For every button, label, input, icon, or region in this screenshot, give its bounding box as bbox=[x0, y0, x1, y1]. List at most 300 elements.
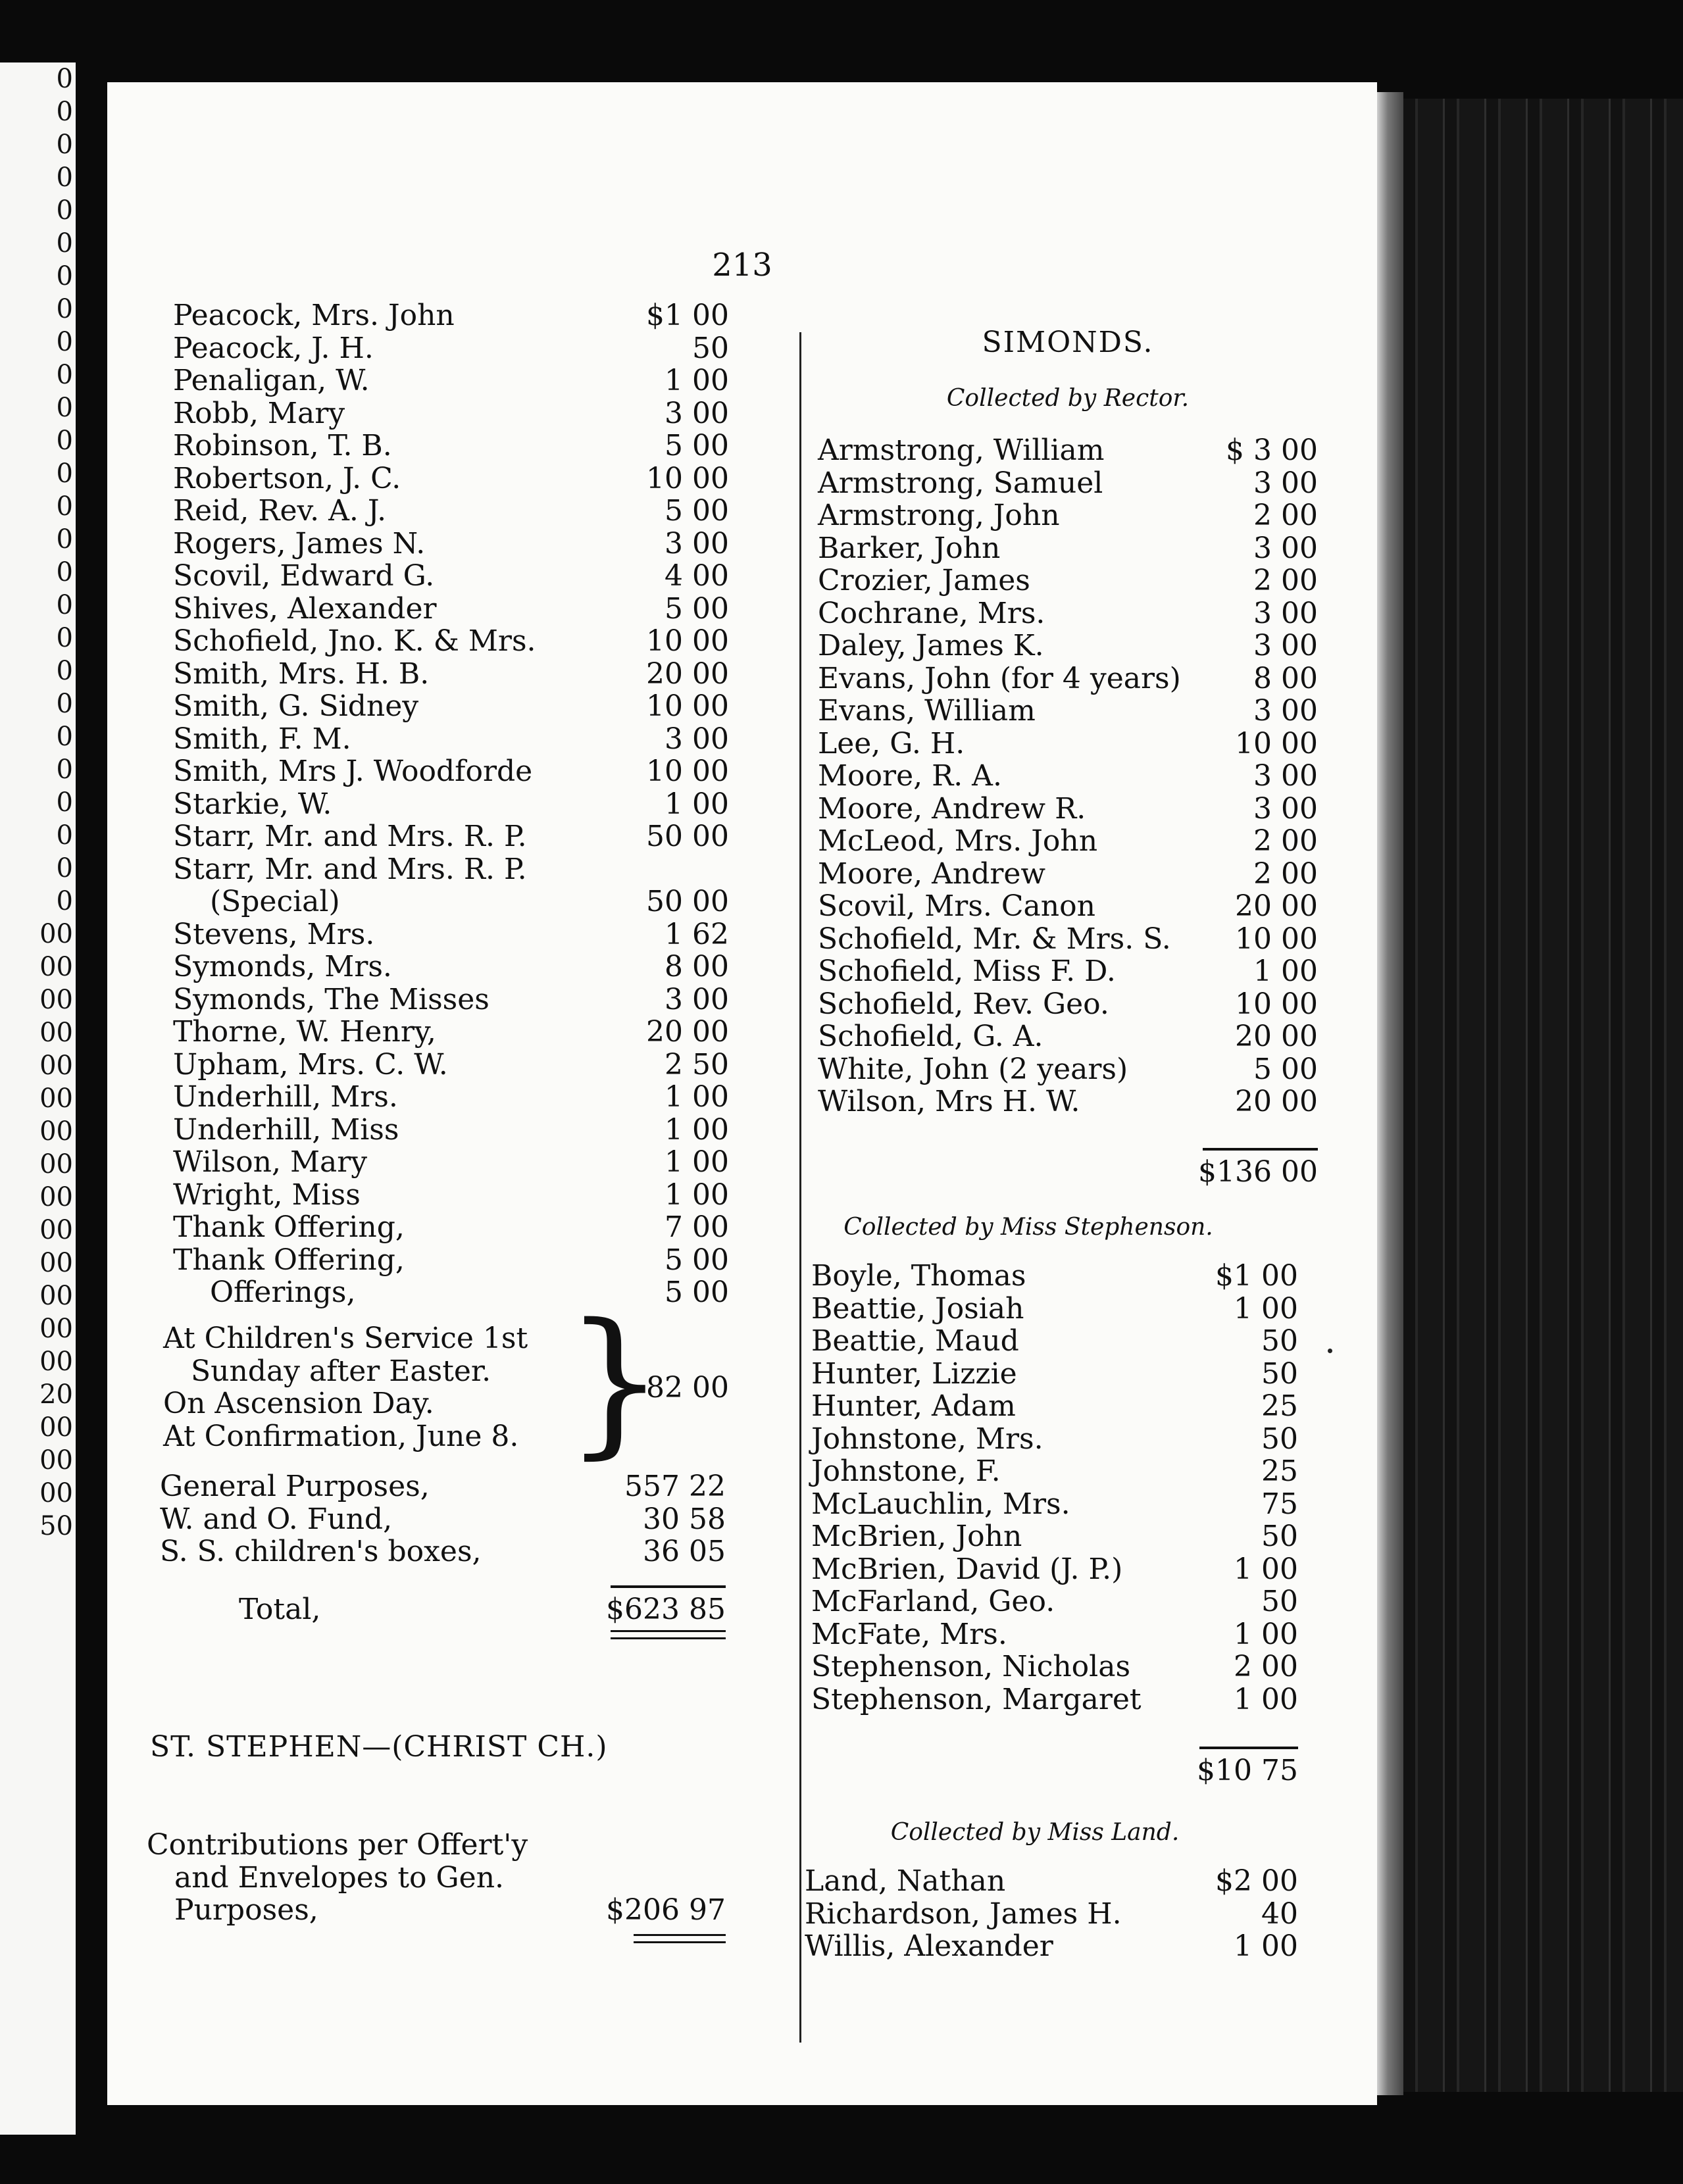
rector-entry-row bbox=[818, 532, 1318, 565]
rector-entry-row bbox=[818, 597, 1318, 630]
rector-entry-row bbox=[818, 1085, 1318, 1118]
stephenson-entry-amount: 50 bbox=[1261, 1585, 1298, 1618]
rector-subheading-text: Collected by Rector. bbox=[946, 385, 1190, 412]
left-entry-name: Smith, G. Sidney bbox=[173, 689, 419, 723]
previous-page-number: 0 bbox=[56, 886, 73, 916]
left-entry-row bbox=[173, 1211, 729, 1244]
previous-page-number: 0 bbox=[56, 426, 73, 456]
left-entry-row bbox=[173, 1016, 729, 1049]
left-entry-row bbox=[173, 625, 729, 658]
left-entry-amount: 1 00 bbox=[665, 1080, 729, 1114]
simonds-title: SIMONDS. bbox=[982, 326, 1154, 359]
stephenson-entry-row bbox=[811, 1618, 1298, 1651]
previous-page-number: 0 bbox=[56, 162, 73, 193]
left-entry-amount: 8 00 bbox=[665, 950, 729, 983]
rector-entry-row bbox=[818, 1020, 1318, 1053]
left-entry-name: Rogers, James N. bbox=[173, 526, 426, 560]
stephenson-entry-name: Johnstone, F. bbox=[811, 1454, 1001, 1488]
stephenson-entry-amount: $1 00 bbox=[1215, 1259, 1298, 1293]
st-stephen-heading: ST. STEPHEN—(CHRIST CH.) bbox=[150, 1730, 608, 1764]
previous-page-number: 0 bbox=[56, 491, 73, 522]
offerings-brace-amount: 82 00 bbox=[646, 1371, 729, 1404]
rector-entry-amount: 3 00 bbox=[1253, 791, 1318, 826]
rector-list bbox=[818, 434, 1318, 1118]
book-cover bbox=[1403, 99, 1683, 2092]
stephenson-entry-row bbox=[811, 1423, 1298, 1456]
stephenson-subheading bbox=[818, 1214, 1239, 1241]
previous-page-number: 00 bbox=[39, 1347, 73, 1377]
stephenson-entry-name: Johnstone, Mrs. bbox=[811, 1422, 1043, 1456]
rector-entry-name: Armstrong, Samuel bbox=[818, 466, 1103, 500]
left-entry-amount: 1 00 bbox=[665, 1145, 729, 1179]
land-entry-name: Willis, Alexander bbox=[805, 1929, 1053, 1963]
left-entry-amount: 3 00 bbox=[665, 722, 729, 756]
left-entry-row bbox=[173, 885, 729, 918]
land-entry-row bbox=[805, 1898, 1298, 1931]
left-entry-amount: 10 00 bbox=[646, 624, 729, 658]
left-entry-name: Scovil, Edward G. bbox=[173, 559, 435, 593]
left-entry-amount: 10 00 bbox=[646, 689, 729, 723]
previous-page-number: 00 bbox=[39, 1445, 73, 1476]
left-fund-row bbox=[160, 1470, 726, 1503]
stephenson-total-amount: $10 75 bbox=[1197, 1754, 1298, 1787]
stephenson-entry-name: Hunter, Lizzie bbox=[811, 1356, 1017, 1391]
stephenson-entry-row bbox=[811, 1650, 1298, 1683]
stephenson-entry-name: McBrien, John bbox=[811, 1520, 1022, 1553]
left-entry-name: Smith, F. M. bbox=[173, 722, 351, 756]
left-entry-name: Smith, Mrs. H. B. bbox=[173, 657, 430, 691]
left-entry-amount: $1 00 bbox=[646, 299, 729, 332]
previous-page-number: 00 bbox=[39, 1149, 73, 1179]
left-entry-name: Schofield, Jno. K. & Mrs. bbox=[173, 624, 536, 658]
left-total-amount: $623 85 bbox=[606, 1593, 726, 1626]
land-entry-amount: 40 bbox=[1261, 1897, 1298, 1931]
stephenson-entry-name: Stephenson, Nicholas bbox=[811, 1650, 1131, 1683]
left-entry-row bbox=[173, 560, 729, 593]
rector-total-block bbox=[818, 1148, 1318, 1189]
stephenson-entry-amount: 50 bbox=[1261, 1356, 1298, 1391]
stephenson-entry-amount: 50 bbox=[1261, 1422, 1298, 1456]
land-entry-name: Richardson, James H. bbox=[805, 1897, 1122, 1931]
left-entry-amount: 1 62 bbox=[665, 917, 729, 951]
stephenson-entry-row bbox=[811, 1488, 1298, 1521]
left-entry-name: Thank Offering, bbox=[173, 1243, 405, 1277]
left-entry-name: Thorne, W. Henry, bbox=[173, 1015, 436, 1049]
left-column-bottom-list bbox=[160, 1470, 726, 1568]
left-fund-amount: 36 05 bbox=[643, 1535, 726, 1568]
rector-entry-name: Moore, Andrew bbox=[818, 856, 1046, 891]
rector-entry-row bbox=[818, 923, 1318, 956]
left-entry-name: Symonds, Mrs. bbox=[173, 950, 392, 983]
stephenson-entry-name: Hunter, Adam bbox=[811, 1389, 1016, 1423]
rector-entry-name: Barker, John bbox=[818, 531, 1001, 565]
previous-page-number: 00 bbox=[39, 1281, 73, 1311]
rector-entry-row bbox=[818, 728, 1318, 760]
previous-page-number: 20 bbox=[39, 1379, 73, 1410]
left-entry-row bbox=[173, 299, 729, 332]
left-entry-amount: 4 00 bbox=[665, 559, 729, 593]
left-column-list bbox=[173, 299, 729, 1309]
previous-page-number: 00 bbox=[39, 952, 73, 982]
previous-page-number: 0 bbox=[56, 459, 73, 489]
previous-page-number: 0 bbox=[56, 261, 73, 291]
left-entry-name: Offerings, bbox=[173, 1276, 356, 1309]
rector-entry-name: White, John (2 years) bbox=[818, 1052, 1128, 1086]
rector-entry-row bbox=[818, 793, 1318, 826]
left-entry-row bbox=[173, 983, 729, 1016]
left-entry-amount: 50 00 bbox=[646, 885, 729, 918]
previous-page-number: 0 bbox=[56, 64, 73, 94]
left-entry-amount: 2 50 bbox=[665, 1047, 729, 1081]
previous-page-number: 0 bbox=[56, 360, 73, 390]
rector-entry-amount: 20 00 bbox=[1235, 1020, 1318, 1053]
left-entry-row bbox=[173, 690, 729, 723]
stephenson-entry-name: Stephenson, Margaret bbox=[811, 1682, 1142, 1716]
previous-page-number: 0 bbox=[56, 327, 73, 357]
left-fund-row bbox=[160, 1535, 726, 1568]
previous-page-number: 0 bbox=[56, 195, 73, 226]
left-entry-row bbox=[173, 788, 729, 821]
previous-page-number: 0 bbox=[56, 853, 73, 883]
left-entry-amount: 20 00 bbox=[646, 1015, 729, 1049]
left-entry-name: Penaligan, W. bbox=[173, 364, 370, 397]
rector-entry-amount: 10 00 bbox=[1235, 922, 1318, 956]
stephenson-entry-row bbox=[811, 1390, 1298, 1423]
simonds-heading bbox=[818, 326, 1318, 359]
rector-entry-row bbox=[818, 760, 1318, 793]
left-entry-name: Starr, Mr. and Mrs. R. P. bbox=[173, 852, 527, 886]
land-entry-row bbox=[805, 1865, 1298, 1898]
land-entry-amount: 1 00 bbox=[1234, 1929, 1298, 1963]
left-entry-row bbox=[173, 723, 729, 756]
previous-page-number: 0 bbox=[56, 228, 73, 259]
book-page bbox=[107, 82, 1377, 2105]
stephenson-list bbox=[811, 1260, 1298, 1716]
rector-entry-amount: 3 00 bbox=[1253, 596, 1318, 630]
left-entry-amount: 1 00 bbox=[665, 1112, 729, 1147]
stephenson-entry-amount: 25 bbox=[1261, 1454, 1298, 1488]
previous-page-number: 00 bbox=[39, 1116, 73, 1147]
rector-entry-row bbox=[818, 630, 1318, 662]
left-entry-row bbox=[173, 495, 729, 528]
offerings-line: Sunday after Easter. bbox=[163, 1354, 491, 1388]
left-total-row bbox=[160, 1593, 726, 1626]
rector-entry-row bbox=[818, 564, 1318, 597]
rector-entry-amount: 2 00 bbox=[1253, 856, 1318, 891]
rector-total-row bbox=[818, 1156, 1318, 1189]
rector-entry-amount: 20 00 bbox=[1235, 889, 1318, 923]
previous-page-edge bbox=[0, 62, 76, 2135]
left-entry-amount: 1 00 bbox=[665, 787, 729, 821]
stephenson-entry-name: Beattie, Maud bbox=[811, 1324, 1019, 1358]
left-total-label: Total, bbox=[239, 1593, 321, 1626]
left-entry-name: Starr, Mr. and Mrs. R. P. bbox=[173, 820, 527, 853]
stephenson-entry-row bbox=[811, 1553, 1298, 1586]
stephenson-entry-row bbox=[811, 1358, 1298, 1391]
st-stephen-line: Contributions per Offert'y bbox=[147, 1828, 528, 1862]
brace-icon: } bbox=[565, 1289, 665, 1474]
stephenson-entry-amount: 1 00 bbox=[1234, 1291, 1298, 1326]
rector-entry-row bbox=[818, 467, 1318, 500]
rector-entry-name: Evans, William bbox=[818, 694, 1036, 728]
left-entry-amount: 3 00 bbox=[665, 396, 729, 430]
rector-entry-amount: 3 00 bbox=[1253, 466, 1318, 500]
rector-subheading bbox=[818, 385, 1318, 412]
rector-entry-name: Cochrane, Mrs. bbox=[818, 596, 1045, 630]
rector-entry-name: Wilson, Mrs H. W. bbox=[818, 1085, 1080, 1118]
rector-entry-row bbox=[818, 858, 1318, 891]
previous-page-number: 0 bbox=[56, 590, 73, 620]
left-total-block bbox=[160, 1585, 726, 1639]
rector-entry-name: Moore, Andrew R. bbox=[818, 791, 1086, 826]
offerings-line: At Confirmation, June 8. bbox=[163, 1419, 519, 1453]
rector-entry-amount: 2 00 bbox=[1253, 564, 1318, 597]
stephenson-entry-name: Beattie, Josiah bbox=[811, 1291, 1024, 1326]
stephenson-entry-row bbox=[811, 1260, 1298, 1293]
left-entry-name: Robertson, J. C. bbox=[173, 461, 401, 495]
previous-page-number: 00 bbox=[39, 1478, 73, 1508]
rector-total-rule bbox=[1203, 1148, 1318, 1151]
rector-entry-name: Crozier, James bbox=[818, 564, 1030, 597]
left-entry-amount: 10 00 bbox=[646, 461, 729, 495]
left-entry-amount: 50 bbox=[692, 331, 729, 365]
left-entry-name: Shives, Alexander bbox=[173, 591, 437, 626]
rector-entry-name: Daley, James K. bbox=[818, 629, 1044, 662]
offerings-line: On Ascension Day. bbox=[163, 1387, 434, 1420]
rector-entry-name: Schofield, G. A. bbox=[818, 1020, 1043, 1053]
left-entry-name: Symonds, The Misses bbox=[173, 982, 490, 1016]
ink-speck bbox=[1328, 1349, 1332, 1353]
column-divider bbox=[799, 332, 801, 2043]
rector-entry-amount: 8 00 bbox=[1253, 661, 1318, 695]
left-entry-name: Smith, Mrs J. Woodforde bbox=[173, 755, 533, 788]
land-entry-name: Land, Nathan bbox=[805, 1864, 1006, 1898]
stephenson-entry-amount: 1 00 bbox=[1234, 1552, 1298, 1586]
stephenson-entry-name: McFarland, Geo. bbox=[811, 1585, 1055, 1618]
land-list bbox=[805, 1865, 1298, 1963]
previous-page-number: 0 bbox=[56, 294, 73, 324]
left-fund-amount: 30 58 bbox=[643, 1502, 726, 1536]
previous-page-number: 0 bbox=[56, 97, 73, 127]
left-entry-row bbox=[173, 1081, 729, 1114]
rector-entry-name: Armstrong, John bbox=[818, 499, 1060, 532]
rector-entry-amount: 20 00 bbox=[1235, 1085, 1318, 1118]
previous-page-number: 0 bbox=[56, 656, 73, 686]
left-entry-row bbox=[173, 593, 729, 626]
previous-page-number: 00 bbox=[39, 985, 73, 1015]
left-entry-row bbox=[173, 951, 729, 983]
left-fund-amount: 557 22 bbox=[624, 1470, 726, 1503]
rector-entry-name: Schofield, Miss F. D. bbox=[818, 955, 1116, 988]
left-entry-row bbox=[173, 1114, 729, 1147]
previous-page-number: 00 bbox=[39, 1083, 73, 1114]
rector-entry-row bbox=[818, 434, 1318, 467]
rector-entry-row bbox=[818, 499, 1318, 532]
left-entry-name: Starkie, W. bbox=[173, 787, 332, 821]
left-fund-name: S. S. children's boxes, bbox=[160, 1535, 482, 1568]
stephenson-entry-amount: 50 bbox=[1261, 1324, 1298, 1358]
previous-page-number: 00 bbox=[39, 1051, 73, 1081]
page-edge bbox=[1377, 92, 1403, 2095]
left-entry-amount: 5 00 bbox=[665, 494, 729, 528]
left-entry-name: Robinson, T. B. bbox=[173, 429, 392, 462]
left-entry-amount: 5 00 bbox=[665, 1276, 729, 1309]
rector-entry-amount: 3 00 bbox=[1253, 759, 1318, 793]
rector-entry-name: Schofield, Mr. & Mrs. S. bbox=[818, 922, 1171, 956]
previous-page-number: 0 bbox=[56, 623, 73, 653]
stephenson-entry-row bbox=[811, 1585, 1298, 1618]
previous-page-number: 00 bbox=[39, 1018, 73, 1048]
left-entry-name: Peacock, Mrs. John bbox=[173, 299, 455, 332]
previous-page-number: 0 bbox=[56, 755, 73, 785]
land-subheading-text: Collected by Miss Land. bbox=[890, 1819, 1180, 1846]
st-stephen-block bbox=[147, 1829, 726, 1927]
stephenson-entry-amount: 2 00 bbox=[1234, 1650, 1298, 1683]
land-entry-amount: $2 00 bbox=[1215, 1864, 1298, 1898]
left-entry-amount: 3 00 bbox=[665, 982, 729, 1016]
previous-page-number: 0 bbox=[56, 557, 73, 587]
left-entry-row bbox=[173, 1244, 729, 1277]
left-entry-row bbox=[173, 364, 729, 397]
left-entry-amount: 50 00 bbox=[646, 820, 729, 853]
rector-entry-amount: 1 00 bbox=[1253, 955, 1318, 988]
rector-entry-row bbox=[818, 662, 1318, 695]
previous-page-number: 0 bbox=[56, 820, 73, 851]
rector-entry-amount: 10 00 bbox=[1235, 987, 1318, 1021]
rector-entry-row bbox=[818, 988, 1318, 1021]
stephenson-entry-name: Boyle, Thomas bbox=[811, 1259, 1026, 1293]
left-entry-amount: 5 00 bbox=[665, 1243, 729, 1277]
stephenson-entry-amount: 50 bbox=[1261, 1520, 1298, 1553]
left-entry-amount: 5 00 bbox=[665, 591, 729, 626]
left-entry-amount: 1 00 bbox=[665, 1178, 729, 1212]
left-fund-name: General Purposes, bbox=[160, 1470, 430, 1503]
left-entry-row bbox=[173, 853, 729, 886]
left-entry-row bbox=[173, 332, 729, 365]
left-entry-amount: 5 00 bbox=[665, 429, 729, 462]
previous-page-number: 00 bbox=[39, 1314, 73, 1344]
previous-page-number: 0 bbox=[56, 524, 73, 555]
rector-entry-name: Armstrong, William bbox=[818, 434, 1105, 467]
previous-page-number: 00 bbox=[39, 1182, 73, 1212]
land-entry-row bbox=[805, 1930, 1298, 1963]
left-fund-name: W. and O. Fund, bbox=[160, 1502, 393, 1536]
left-entry-name: Upham, Mrs. C. W. bbox=[173, 1047, 448, 1081]
previous-page-number: 50 bbox=[39, 1511, 73, 1541]
rector-entry-name: Scovil, Mrs. Canon bbox=[818, 889, 1095, 923]
previous-page-number: 0 bbox=[56, 689, 73, 719]
st-stephen-line: and Envelopes to Gen. bbox=[147, 1860, 505, 1895]
stephenson-entry-name: McLauchlin, Mrs. bbox=[811, 1487, 1070, 1521]
left-entry-row bbox=[173, 528, 729, 560]
total-rule bbox=[611, 1585, 726, 1588]
stephenson-entry-amount: 1 00 bbox=[1234, 1617, 1298, 1651]
left-entry-name: Peacock, J. H. bbox=[173, 331, 374, 365]
stephenson-entry-row bbox=[811, 1683, 1298, 1716]
rector-entry-name: Moore, R. A. bbox=[818, 759, 1002, 793]
left-entry-name: Reid, Rev. A. J. bbox=[173, 494, 387, 528]
page-number: 213 bbox=[712, 247, 772, 284]
rector-entry-amount: 10 00 bbox=[1235, 726, 1318, 760]
stephenson-entry-row bbox=[811, 1455, 1298, 1488]
left-entry-row bbox=[173, 1146, 729, 1179]
left-entry-amount: 20 00 bbox=[646, 657, 729, 691]
rector-entry-name: Lee, G. H. bbox=[818, 726, 965, 760]
stephenson-total-row bbox=[811, 1754, 1298, 1787]
left-entry-row bbox=[173, 658, 729, 691]
left-entry-name: Thank Offering, bbox=[173, 1210, 405, 1244]
previous-page-number: 0 bbox=[56, 787, 73, 818]
total-double-rule bbox=[611, 1630, 726, 1639]
rector-entry-row bbox=[818, 695, 1318, 728]
rector-entry-amount: 5 00 bbox=[1253, 1052, 1318, 1086]
left-entry-name: Wright, Miss bbox=[173, 1178, 361, 1212]
rector-entry-name: Evans, John (for 4 years) bbox=[818, 661, 1181, 695]
st-stephen-amount: $206 97 bbox=[606, 1893, 726, 1927]
land-subheading bbox=[811, 1819, 1259, 1846]
left-entry-row bbox=[173, 755, 729, 788]
rector-entry-amount: 3 00 bbox=[1253, 629, 1318, 662]
stephenson-entry-amount: 25 bbox=[1261, 1389, 1298, 1423]
left-entry-name: Wilson, Mary bbox=[173, 1145, 368, 1179]
left-entry-row bbox=[173, 462, 729, 495]
left-entry-amount: 7 00 bbox=[665, 1210, 729, 1244]
previous-page-numbers bbox=[0, 62, 73, 1543]
left-entry-row bbox=[173, 430, 729, 462]
left-entry-amount: 10 00 bbox=[646, 755, 729, 788]
left-entry-row bbox=[173, 1179, 729, 1212]
stephenson-total-block bbox=[811, 1747, 1298, 1787]
left-entry-row bbox=[173, 820, 729, 853]
st-stephen-line: Purposes, bbox=[147, 1893, 318, 1927]
left-entry-amount: 3 00 bbox=[665, 526, 729, 560]
rector-entry-amount: 3 00 bbox=[1253, 531, 1318, 565]
stephenson-entry-row bbox=[811, 1325, 1298, 1358]
rector-entry-amount: 3 00 bbox=[1253, 694, 1318, 728]
previous-page-number: 0 bbox=[56, 130, 73, 160]
stephenson-entry-row bbox=[811, 1293, 1298, 1326]
left-entry-row bbox=[173, 1049, 729, 1081]
previous-page-number: 0 bbox=[56, 722, 73, 752]
previous-page-number: 00 bbox=[39, 919, 73, 949]
stephenson-entry-name: McFate, Mrs. bbox=[811, 1617, 1007, 1651]
stephenson-entry-amount: 1 00 bbox=[1234, 1682, 1298, 1716]
previous-page-number: 0 bbox=[56, 393, 73, 423]
previous-page-number: 00 bbox=[39, 1248, 73, 1278]
stephenson-entry-row bbox=[811, 1520, 1298, 1553]
rector-entry-row bbox=[818, 955, 1318, 988]
left-entry-name: (Special) bbox=[173, 885, 340, 918]
rector-entry-row bbox=[818, 1053, 1318, 1086]
left-fund-row bbox=[160, 1503, 726, 1536]
rector-entry-amount: $ 3 00 bbox=[1226, 434, 1318, 467]
left-entry-name: Stevens, Mrs. bbox=[173, 917, 375, 951]
stephenson-subheading-text: Collected by Miss Stephenson. bbox=[843, 1214, 1213, 1241]
offerings-line: At Children's Service 1st bbox=[163, 1322, 528, 1355]
left-entry-name: Robb, Mary bbox=[173, 396, 345, 430]
st-stephen-double-rule bbox=[634, 1934, 726, 1943]
rector-entry-name: Schofield, Rev. Geo. bbox=[818, 987, 1109, 1021]
rector-entry-amount: 2 00 bbox=[1253, 824, 1318, 858]
rector-entry-amount: 2 00 bbox=[1253, 499, 1318, 532]
left-entry-name: Underhill, Miss bbox=[173, 1112, 399, 1147]
rector-total-amount: $136 00 bbox=[1198, 1155, 1318, 1189]
left-entry-name: Underhill, Mrs. bbox=[173, 1080, 398, 1114]
rector-entry-name: McLeod, Mrs. John bbox=[818, 824, 1098, 858]
stephenson-total-rule bbox=[1199, 1747, 1298, 1749]
left-entry-amount: 1 00 bbox=[665, 364, 729, 397]
left-entry-row bbox=[173, 397, 729, 430]
